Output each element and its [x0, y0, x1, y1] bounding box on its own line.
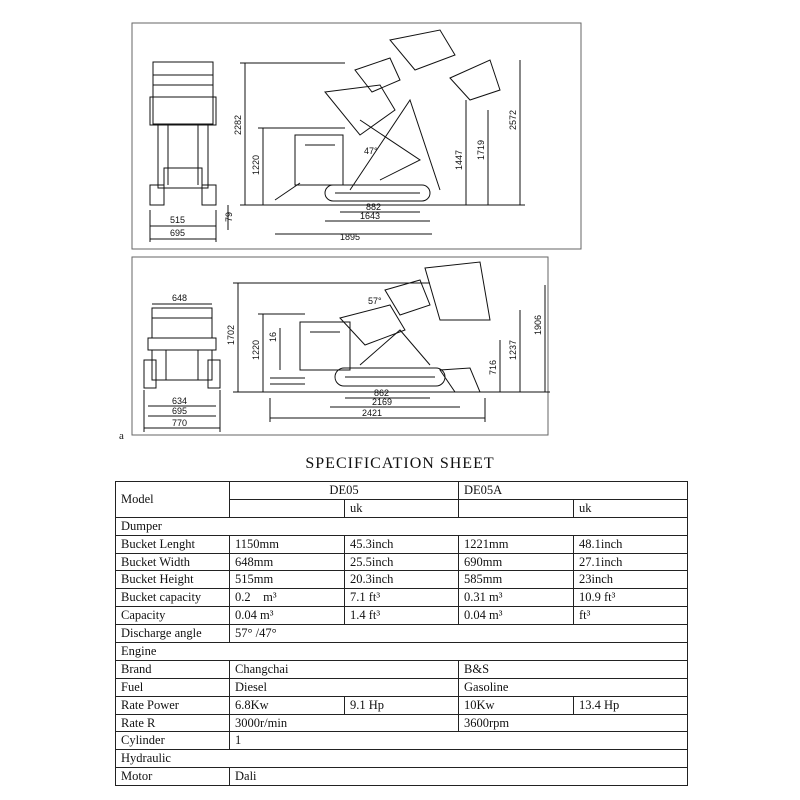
dim-634: 634	[172, 396, 188, 406]
table-row	[116, 643, 688, 661]
dim-79: 79	[224, 211, 234, 222]
cell-de05a-uk: 48.1inch	[574, 535, 688, 553]
dim-1719: 1719	[476, 139, 486, 160]
section-label: Engine	[116, 643, 688, 661]
section-label: Hydraulic	[116, 750, 688, 768]
table-header-row	[116, 482, 688, 500]
dim-2169: 2169	[372, 397, 393, 407]
dim-1702: 1702	[226, 324, 236, 345]
top-front-view	[150, 62, 216, 205]
row-label: Rate Power	[116, 696, 230, 714]
table-row	[116, 750, 688, 768]
row-label: Bucket Width	[116, 553, 230, 571]
cell-de05-metric: 0.04 m³	[230, 607, 345, 625]
header-de05a: DE05A	[459, 482, 688, 500]
cell-de05a-metric: 0.04 m³	[459, 607, 574, 625]
cell-de05-metric: 515mm	[230, 571, 345, 589]
cell-de05-uk: 9.1 Hp	[345, 696, 459, 714]
dim-716: 716	[488, 359, 498, 375]
cell-de05a-metric: 0.31 m³	[459, 589, 574, 607]
cell-de05-metric: 0.2 m³	[230, 589, 345, 607]
table-row	[116, 589, 688, 607]
dim-1237: 1237	[508, 339, 518, 360]
cell-de05a-uk: 27.1inch	[574, 553, 688, 571]
dim-1895: 1895	[340, 232, 361, 242]
dim-16: 16	[268, 331, 278, 342]
cell-de05a-metric: 585mm	[459, 571, 574, 589]
cell-de05a-uk: 13.4 Hp	[574, 696, 688, 714]
cell-de05-uk: 20.3inch	[345, 571, 459, 589]
dim-695-bottom: 695	[172, 406, 188, 416]
cell-de05a-metric: 10Kw	[459, 696, 574, 714]
table-row	[116, 678, 688, 696]
bottom-side-view	[270, 262, 490, 392]
table-row	[116, 660, 688, 678]
row-label: Bucket capacity	[116, 589, 230, 607]
cell-de05a-uk: 10.9 ft³	[574, 589, 688, 607]
row-label: Bucket Lenght	[116, 535, 230, 553]
header-uk-1: uk	[345, 499, 459, 517]
row-label: Motor	[116, 768, 230, 786]
section-label: Dumper	[116, 517, 688, 535]
header-de05: DE05	[230, 482, 459, 500]
dim-57-angle: 57°	[368, 296, 382, 306]
cell-de05-metric: 6.8Kw	[230, 696, 345, 714]
dim-882: 882	[366, 202, 382, 212]
cell-de05-uk: 45.3inch	[345, 535, 459, 553]
cell-de05: Diesel	[230, 678, 459, 696]
spec-table	[115, 481, 688, 786]
header-blank-2	[459, 499, 574, 517]
dim-1643: 1643	[360, 211, 381, 221]
row-label: Brand	[116, 660, 230, 678]
row-label: Capacity	[116, 607, 230, 625]
top-panel-frame	[132, 23, 581, 249]
cell-de05a-uk: ft³	[574, 607, 688, 625]
dim-695: 695	[170, 228, 186, 238]
cell-de05a: 3600rpm	[459, 714, 688, 732]
cell-de05: 3000r/min	[230, 714, 459, 732]
cell-de05-uk: 1.4 ft³	[345, 607, 459, 625]
cell-value: 57° /47°	[230, 625, 688, 643]
cell-de05a-metric: 1221mm	[459, 535, 574, 553]
cell-de05-uk: 25.5inch	[345, 553, 459, 571]
cell-de05: Changchai	[230, 660, 459, 678]
cell-de05a-metric: 690mm	[459, 553, 574, 571]
dim-770: 770	[172, 418, 188, 428]
table-row	[116, 535, 688, 553]
cell-de05-uk: 7.1 ft³	[345, 589, 459, 607]
dim-1906: 1906	[533, 314, 543, 335]
bottom-panel-frame	[132, 257, 548, 435]
dim-2421: 2421	[362, 408, 383, 418]
header-uk-2: uk	[574, 499, 688, 517]
dim-648: 648	[172, 293, 188, 303]
cell-de05-metric: 1150mm	[230, 535, 345, 553]
table-row	[116, 553, 688, 571]
table-row	[116, 696, 688, 714]
drawing-caption: a	[119, 430, 124, 442]
header-model: Model	[116, 482, 230, 518]
table-row	[116, 607, 688, 625]
cell-value: Dali	[230, 768, 688, 786]
table-row	[116, 517, 688, 535]
cell-de05a-uk: 23inch	[574, 571, 688, 589]
row-label: Discharge angle	[116, 625, 230, 643]
header-blank-1	[230, 499, 345, 517]
cell-value: 1	[230, 732, 688, 750]
dim-862: 862	[374, 388, 390, 398]
dim-1220-top: 1220	[251, 154, 261, 175]
dim-47-angle: 47°	[364, 146, 378, 156]
cell-de05-metric: 648mm	[230, 553, 345, 571]
table-row	[116, 768, 688, 786]
row-label: Fuel	[116, 678, 230, 696]
table-row	[116, 732, 688, 750]
cell-de05a: Gasoline	[459, 678, 688, 696]
row-label: Bucket Height	[116, 571, 230, 589]
table-row	[116, 625, 688, 643]
bottom-front-view	[144, 308, 220, 388]
sheet-title: SPECIFICATION SHEET	[305, 455, 495, 472]
row-label: Cylinder	[116, 732, 230, 750]
dim-1220-bottom: 1220	[251, 339, 261, 360]
dim-515: 515	[170, 215, 186, 225]
table-row	[116, 571, 688, 589]
table-row	[116, 714, 688, 732]
dim-2282: 2282	[233, 114, 243, 135]
row-label: Rate R	[116, 714, 230, 732]
cell-de05a: B&S	[459, 660, 688, 678]
dim-1447: 1447	[454, 149, 464, 170]
dim-2572: 2572	[508, 109, 518, 130]
